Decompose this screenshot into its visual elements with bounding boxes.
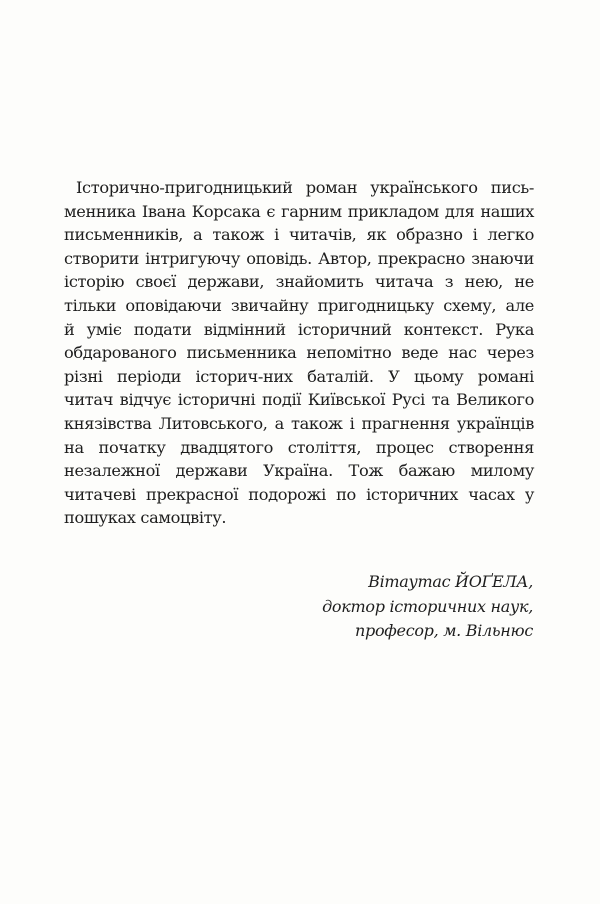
paragraph-line: й уміє подати відмінний історичний контекст. Рука [64,319,534,339]
paragraph-line: незалежної держави Україна. Тож бажаю милому [64,461,534,481]
paragraph-line: князівства Литовського, а також і прагнення українців [64,413,534,433]
paragraph-line: історію своєї держави, знайомить читача з нею, не [64,272,534,292]
paragraph-line: Історично-пригодницький роман українського пись- [76,178,534,197]
signature-position: професор, м. Вільнюс [355,621,533,640]
signature-block [322,570,533,644]
paragraph-line: пошуках самоцвіту. [64,508,227,528]
paragraph-line: читач відчує історичні події Київської Русі та Великого [64,390,534,410]
paragraph-line: обдарованого письменника непомітно веде нас через [64,343,534,363]
paragraph-line: менника Івана Корсака є гарним прикладом для наших [64,201,534,221]
signature-name: Вітаутас ЙОҐЕЛА, [368,572,533,591]
signature-title: доктор історичних наук, [322,596,533,616]
paragraph-line: тільки оповідаючи звичайну пригодницьку схему, але [64,295,534,315]
paragraph-line: письменників, а також і читачів, як образно і легко [64,225,534,245]
paragraph-line: читачеві прекрасної подорожі по історичних часах у [64,484,534,504]
paragraph-line: створити інтригуючу оповідь. Автор, прекрасно знаючи [64,248,534,268]
foreword-paragraph [64,176,534,530]
paragraph-line: на початку двадцятого століття, процес створення [64,437,534,457]
paragraph-line: різні періоди історич-них баталій. У цьому романі [64,366,534,386]
